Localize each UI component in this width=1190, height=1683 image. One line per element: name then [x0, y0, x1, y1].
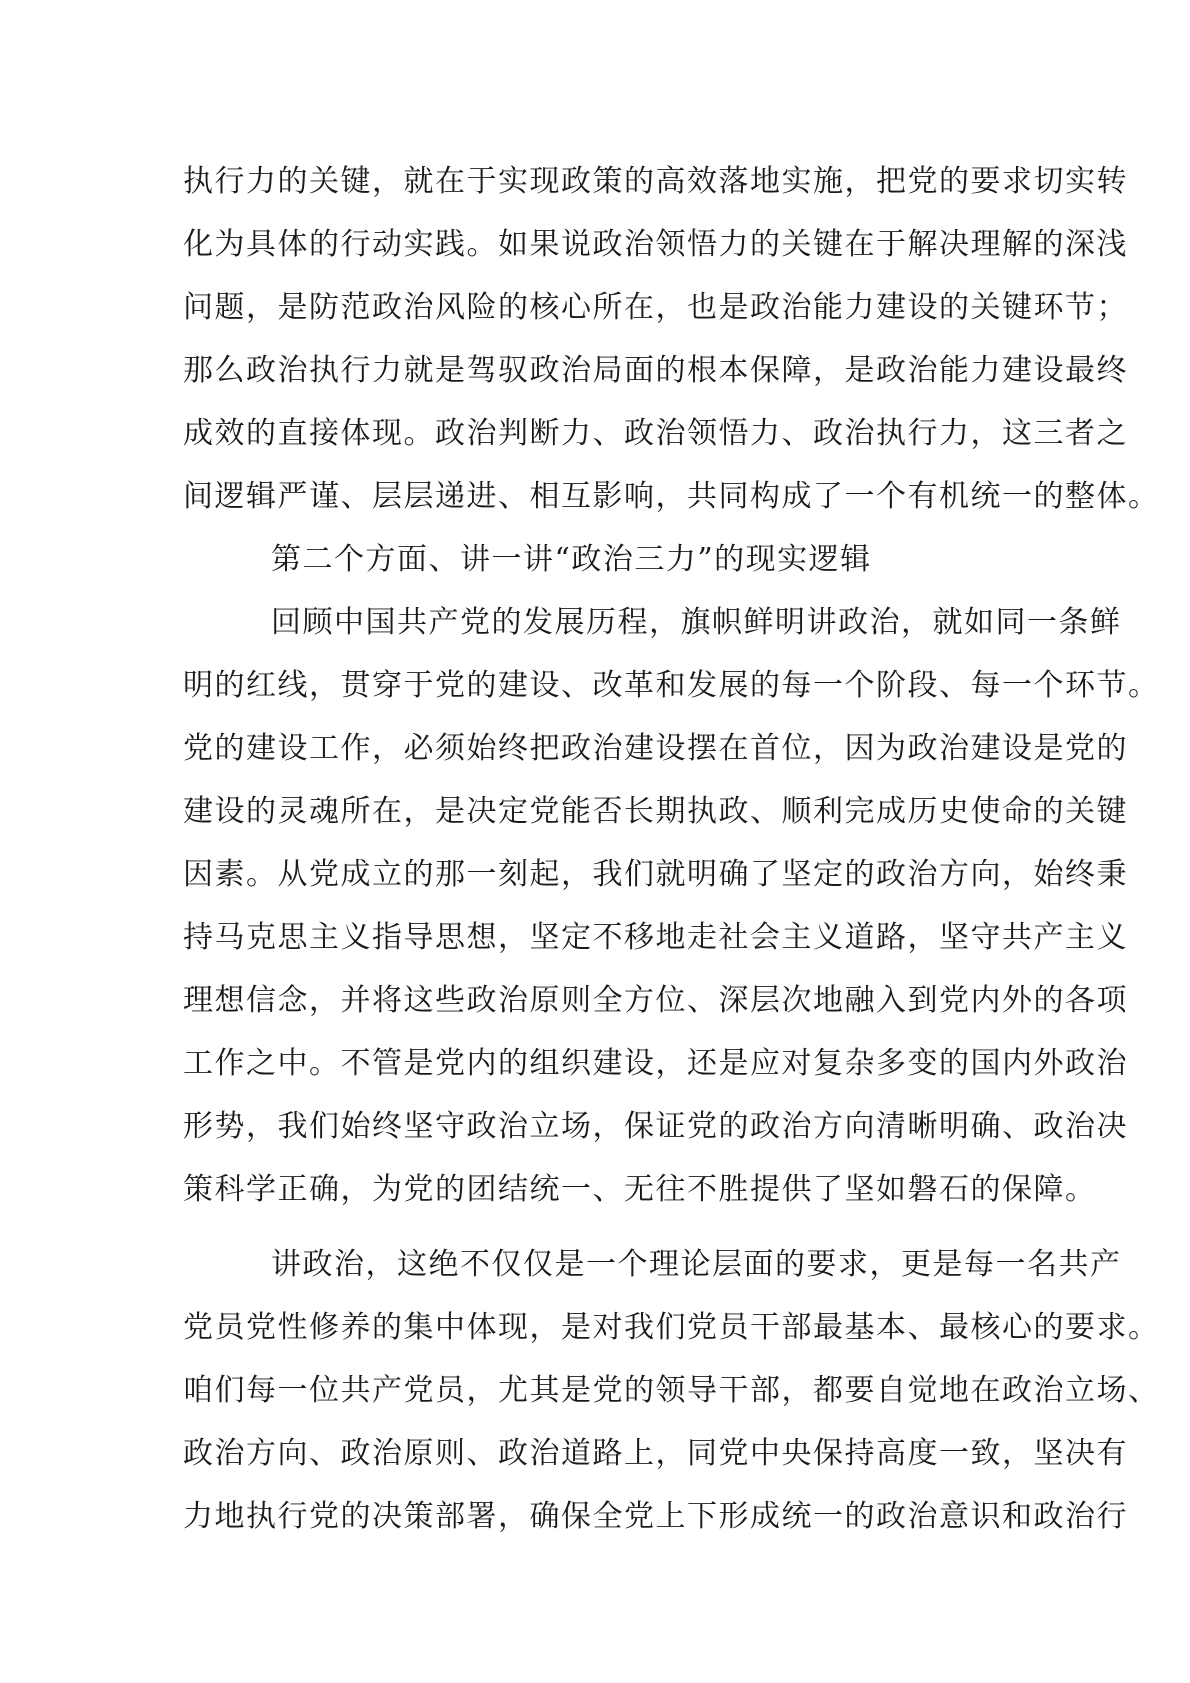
text-line: 化为具体的行动实践。如果说政治领悟力的关键在于解决理解的深浅 [183, 227, 1128, 262]
paragraph-execution-ability [183, 150, 1160, 528]
text-line: 因素。从党成立的那一刻起，我们就明确了坚定的政治方向，始终秉 [183, 857, 1128, 892]
text-line: 那么政治执行力就是驾驭政治局面的根本保障，是政治能力建设最终 [183, 353, 1128, 388]
text-line: 间逻辑严谨、层层递进、相互影响，共同构成了一个有机统一的整体。 [183, 479, 1160, 514]
text-line: 党员党性修养的集中体现，是对我们党员干部最基本、最核心的要求。 [183, 1310, 1160, 1345]
text-line: 回顾中国共产党的发展历程，旗帜鲜明讲政治，就如同一条鲜 [271, 605, 1122, 640]
heading-text: 第二个方面、讲一讲“政治三力”的现实逻辑 [271, 542, 872, 577]
text-line: 讲政治，这绝不仅仅是一个理论层面的要求，更是每一名共产 [271, 1247, 1122, 1282]
text-line: 问题，是防范政治风险的核心所在，也是政治能力建设的关键环节； [183, 290, 1128, 325]
paragraph-gap [183, 1221, 1013, 1233]
paragraph-party-history [183, 591, 1160, 1221]
text-line: 建设的灵魂所在，是决定党能否长期执政、顺利完成历史使命的关键 [183, 794, 1128, 829]
document-body [183, 150, 1160, 1548]
text-line: 政治方向、政治原则、政治道路上，同党中央保持高度一致，坚决有 [183, 1436, 1128, 1471]
text-line: 理想信念，并将这些政治原则全方位、深层次地融入到党内外的各项 [183, 983, 1128, 1018]
text-line: 咱们每一位共产党员，尤其是党的领导干部，都要自觉地在政治立场、 [183, 1373, 1160, 1408]
section-heading [183, 528, 1013, 591]
text-line: 力地执行党的决策部署，确保全党上下形成统一的政治意识和政治行 [183, 1499, 1128, 1534]
text-line: 执行力的关键，就在于实现政策的高效落地实施，把党的要求切实转 [183, 164, 1128, 199]
text-line: 党的建设工作，必须始终把政治建设摆在首位，因为政治建设是党的 [183, 731, 1128, 766]
text-line: 工作之中。不管是党内的组织建设，还是应对复杂多变的国内外政治 [183, 1046, 1128, 1081]
paragraph-talk-politics [183, 1233, 1160, 1548]
text-line: 策科学正确，为党的团结统一、无往不胜提供了坚如磐石的保障。 [183, 1172, 1097, 1207]
text-line: 持马克思主义指导思想，坚定不移地走社会主义道路，坚守共产主义 [183, 920, 1128, 955]
text-line: 形势，我们始终坚守政治立场，保证党的政治方向清晰明确、政治决 [183, 1109, 1128, 1144]
text-line: 成效的直接体现。政治判断力、政治领悟力、政治执行力，这三者之 [183, 416, 1128, 451]
text-line: 明的红线，贯穿于党的建设、改革和发展的每一个阶段、每一个环节。 [183, 668, 1160, 703]
